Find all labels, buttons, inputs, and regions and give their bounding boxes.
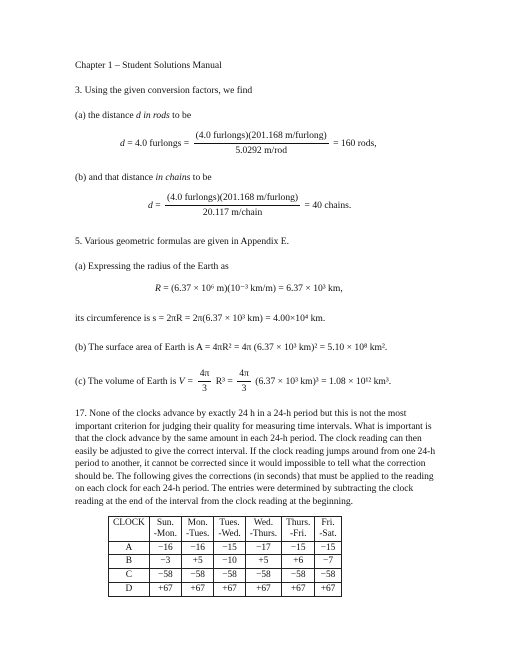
header-line: -Thurs. [249,528,278,539]
problem-3-intro: 3. Using the given conversion factors, we find [75,85,253,96]
eq3b-result: = 40 chains. [304,200,352,212]
table-cell: −58 [315,569,341,583]
header-clock [109,517,150,542]
eq3a-numerator: (4.0 furlongs)(201.168 m/furlong) [194,130,329,144]
table-cell: +5 [181,555,213,569]
p5c-frac-2 [237,368,251,396]
problem-5c-text [75,368,495,396]
header-line: Mon. [187,518,208,528]
equation-3b [148,192,351,220]
header-line: -Fri. [290,528,307,539]
header-day [214,517,245,542]
equation-3a [120,130,377,158]
problem-5a-text: (a) Expressing the radius of the Earth as [75,261,229,272]
table-cell: +6 [282,555,315,569]
p5c-frac-1 [198,368,212,396]
eq3a-denominator: 5.0292 m/rod [235,145,288,157]
table-cell: +67 [149,583,181,597]
header-line: -Mon. [153,528,177,539]
clock-label: C [109,569,150,583]
p5c-v: V = [178,376,194,388]
table-cell: −15 [282,541,315,555]
header-day [282,517,315,542]
p3a-var: d in rods [136,110,170,121]
problem-5b-text [75,342,475,354]
table-cell: −16 [149,541,181,555]
eq3b-denominator: 20.117 m/chain [202,207,263,219]
problem-5a-circumference [75,313,455,325]
table-cell: −58 [245,569,281,583]
table-cell: −58 [214,569,245,583]
table-row [109,583,342,597]
header-line: -Tues. [185,528,210,539]
table-row [109,569,342,583]
header-line: Fri. [321,518,335,528]
table-cell: +67 [214,583,245,597]
p5b-equation: A = 4πR² = 4π (6.37 × 10³ km)² = 5.10 × 10⁸ km². [196,342,388,353]
p5b-text: (b) The surface area of Earth is [75,342,195,353]
eq3a-result: = 160 rods, [333,138,377,150]
p5c-frac-1-num: 4π [198,368,212,382]
clock-label: B [109,555,150,569]
table-cell: −17 [245,541,281,555]
header-line: Tues. [219,518,240,528]
eq5a-lhs: R [155,283,161,294]
p3b-tail: to be [190,172,212,183]
header-line: Thurs. [286,518,311,528]
problem-3b-text [75,172,455,184]
header-line: -Wed. [218,528,241,539]
p3b-var: in chains [155,172,191,183]
header-day [149,517,181,542]
table-cell: −58 [181,569,213,583]
eq3b-fraction [165,192,300,220]
p5c-frac-1-den: 3 [202,383,207,395]
p5c-mid: R³ = [215,376,233,388]
table-cell: −10 [214,555,245,569]
p5c-frac-2-num: 4π [237,368,251,382]
table-cell: −3 [149,555,181,569]
clock-label: A [109,541,150,555]
table-cell: −15 [315,541,341,555]
header-day [315,517,341,542]
header-line: Sun. [156,518,174,528]
table-cell: −16 [181,541,213,555]
table-cell: +5 [245,555,281,569]
eq3b-eq1: = [155,200,161,212]
p3a-tail: to be [169,110,192,121]
table-row [109,555,342,569]
problem-3a-text [75,110,455,122]
table-header-row [109,517,342,542]
table-row [109,541,342,555]
header-day [181,517,213,542]
problem-17-text: 17. None of the clocks advance by exactly 24 h in a 24-h period but this is not the most important criterion for judging their quality for measuring time intervals. What is important is that the clock advance by the same amount in each 24-h period. The clock reading can then easily be adjusted to give the correct interval. If the clock reading jumps around from one 24-h period to another, it cannot be corrected since it would impossible to tell what the correction should be. The following gives the corrections (in seconds) that must be applied to the reading on each clock for each 24-h period. The entries were determined by subtracting the clock reading at the end of the interval from the clock reading at the beginning. [75,409,436,507]
clock-label: D [109,583,150,597]
problem-5-intro: 5. Various geometric formulas are given in Appendix E. [75,236,290,247]
eq3a-lhs: d [120,138,125,150]
eq3a-fraction [194,130,329,158]
table-cell: +67 [181,583,213,597]
chapter-header: Chapter 1 – Student Solutions Manual [75,60,222,71]
p3b-lead: (b) and that distance [75,172,156,183]
header-line: CLOCK [113,518,145,528]
eq3b-numerator: (4.0 furlongs)(201.168 m/furlong) [165,192,300,206]
p5c-text: (c) The volume of Earth is [75,376,177,388]
circ-equation: s = 2πR = 2π(6.37 × 10³ km) = 4.00×10⁴ km. [152,313,326,324]
header-line: -Sat. [319,528,337,539]
equation-5a-radius [155,283,343,295]
table-cell: −58 [149,569,181,583]
clock-corrections-table [108,516,342,597]
table-cell: +67 [245,583,281,597]
p3a-lead: (a) the distance [75,110,136,121]
eq3b-lhs: d [148,200,153,212]
header-day [245,517,281,542]
p5c-frac-2-den: 3 [241,383,247,395]
table-cell: +67 [282,583,315,597]
table-cell: −7 [315,555,341,569]
eq3a-eq1: = 4.0 furlongs = [127,138,190,150]
table-cell: +67 [315,583,341,597]
circ-lead: its circumference is [75,313,151,324]
p5c-tail: (6.37 × 10³ km)³ = 1.08 × 10¹² km³. [255,376,392,388]
eq5a-rhs: = (6.37 × 10⁶ m)(10⁻³ km/m) = 6.37 × 10³ km, [163,283,343,294]
table-cell: −15 [214,541,245,555]
header-line: Wed. [253,518,274,528]
table-cell: −58 [282,569,315,583]
